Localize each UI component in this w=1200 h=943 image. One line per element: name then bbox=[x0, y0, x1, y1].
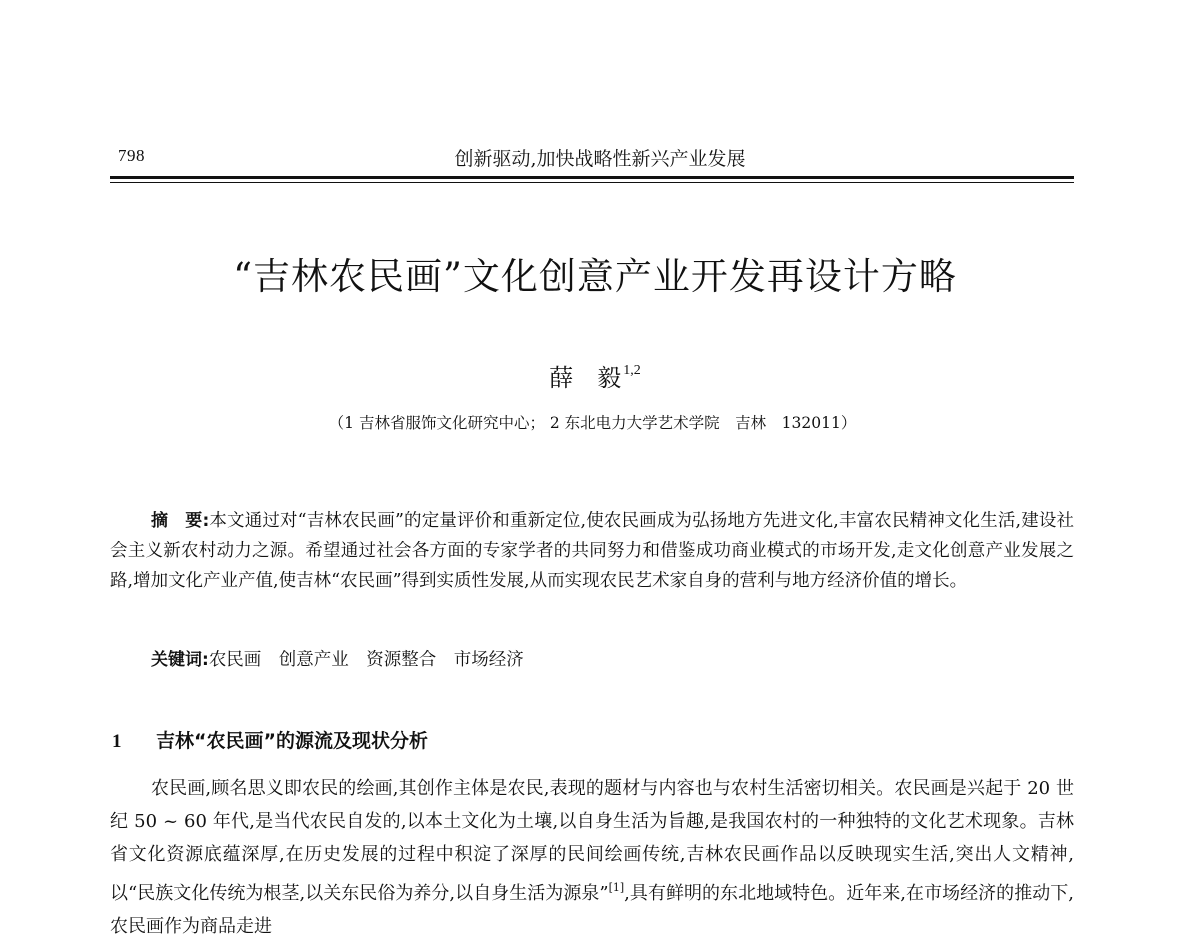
abstract-label: 摘 要: bbox=[151, 511, 210, 531]
article-title: “吉林农民画”文化创意产业开发再设计方略 bbox=[233, 255, 957, 298]
header-rule-thin bbox=[110, 182, 1074, 183]
section-title: 吉林“农民画”的源流及现状分析 bbox=[156, 730, 428, 752]
author-name: 薛 毅 bbox=[549, 364, 622, 392]
section-heading bbox=[112, 726, 428, 753]
paragraph-part2: ,具有鲜明的东北地域特色。近年来,在市场经济的推动下,农民画作为商品走进 bbox=[110, 883, 1074, 937]
paragraph-part1: 农民画,顾名思义即农民的绘画,其创作主体是农民,表现的题材与内容也与农村生活密切相关。农民画是兴起于 20 世纪 50 ~ 60 年代,是当代农民自发的,以本土文化为土壤,以自身生活为旨趣,是我国农村的一种独特的文化艺术现象。吉林省文化资源底蕴深厚,在历史发展的过程中积淀了深厚的民间绘画传统,吉林农民画作品以反映现实生活,突出人文精神,以“民族文化传统为根茎,以关东民俗为养分,以自身生活为源泉” bbox=[110, 778, 1074, 904]
page-number: 798 bbox=[118, 146, 145, 165]
author-affiliation-marks: 1,2 bbox=[623, 363, 641, 378]
header-rule-thick bbox=[110, 176, 1074, 179]
section-number: 1 bbox=[112, 731, 122, 752]
running-title: 创新驱动,加快战略性新兴产业发展 bbox=[454, 148, 746, 170]
abstract bbox=[110, 506, 1074, 596]
abstract-text: 本文通过对“吉林农民画”的定量评价和重新定位,使农民画成为弘扬地方先进文化,丰富农民精神文化生活,建设社会主义新农村动力之源。希望通过社会各方面的专家学者的共同努力和借鉴成功商业模式的市场开发,走文化创意产业发展之路,增加文化产业产值,使吉林“农民画”得到实质性发展,从而实现农民艺术家自身的营利与地方经济价值的增长。 bbox=[110, 511, 1074, 591]
section-body bbox=[110, 772, 1074, 943]
keywords-text: 农民画 创意产业 资源整合 市场经济 bbox=[208, 650, 524, 670]
keywords bbox=[151, 645, 524, 675]
affiliation: （1 吉林省服饰文化研究中心； 2 东北电力大学艺术学院 吉林 132011） bbox=[328, 414, 857, 432]
keywords-label: 关键词: bbox=[151, 650, 209, 670]
citation-ref: [1] bbox=[608, 881, 625, 894]
author-line bbox=[0, 358, 1190, 393]
